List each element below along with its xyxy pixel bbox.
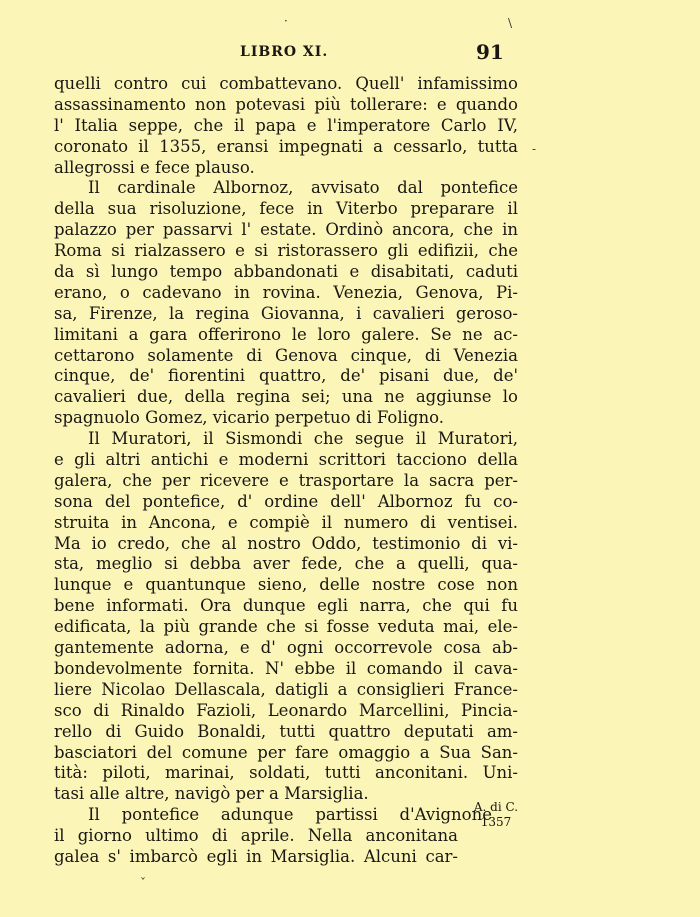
- text-line: Il Muratori, il Sismondi che segue il Muratori,: [88, 429, 518, 449]
- margin-note: [466, 800, 526, 830]
- text-line: tità: piloti, marinai, soldati, tutti anconitani. Uni-: [54, 763, 518, 783]
- speck-mark: ˇ: [140, 876, 146, 890]
- text-line: cettarono solamente di Genova cinque, di Venezia: [54, 345, 518, 365]
- text-line: sta, meglio si debba aver fede, che a quelli, qua-: [54, 554, 518, 574]
- text-line: Il cardinale Albornoz, avvisato dal pontefice: [88, 178, 518, 198]
- body-text: [54, 74, 518, 868]
- text-line: coronato il 1355, eransi impegnati a cessarlo, tutta: [54, 136, 518, 156]
- text-line: Il pontefice adunque partissi d'Avignone: [88, 805, 492, 825]
- speck-mark: \: [508, 16, 513, 30]
- text-line: liere Nicolao Dellascala, datigli a consiglieri France-: [54, 679, 518, 699]
- text-line: l' Italia seppe, che il papa e l'imperatore Carlo IV,: [54, 115, 518, 135]
- running-title: LIBRO XI.: [240, 44, 329, 60]
- text-line: lunque e quantunque sieno, delle nostre cose non: [54, 575, 518, 595]
- text-line: sco di Rinaldo Fazioli, Leonardo Marcellini, Pincia-: [54, 700, 518, 720]
- text-line: della sua risoluzione, fece in Viterbo preparare il: [54, 199, 518, 219]
- text-line: quelli contro cui combattevano. Quell' infamissimo: [54, 74, 518, 93]
- text-line: e gli altri antichi e moderni scrittori tacciono della: [54, 450, 518, 470]
- text-line: sa, Firenze, la regina Giovanna, i cavalieri geroso-: [54, 303, 518, 323]
- text-line: Roma si rialzassero e si ristorassero gli edifizii, che: [54, 241, 518, 261]
- text-line: Ma io credo, che al nostro Oddo, testimonio di vi-: [54, 533, 518, 553]
- margin-note-year: 1357: [480, 815, 512, 829]
- page-number: 91: [476, 40, 504, 64]
- text-line: palazzo per passarvi l' estate. Ordinò ancora, che in: [54, 220, 518, 240]
- text-line: spagnuolo Gomez, vicario perpetuo di Foligno.: [54, 408, 444, 428]
- text-line: gantemente adorna, e d' ogni occorrevole cosa ab-: [54, 638, 518, 658]
- text-line: galera, che per ricevere e trasportare la sacra per-: [54, 470, 518, 490]
- text-line: struita in Ancona, e compiè il numero di ventisei.: [54, 512, 518, 532]
- text-line: rello di Guido Bonaldi, tutti quattro deputati am-: [54, 721, 518, 741]
- margin-note-era: A. di C.: [473, 800, 519, 814]
- text-line: galea s' imbarcò egli in Marsiglia. Alcuni car-: [54, 846, 458, 866]
- text-line: cinque, de' fiorentini quattro, de' pisani due, de': [54, 366, 518, 386]
- text-line: basciatori del comune per fare omaggio a Sua San-: [54, 742, 518, 762]
- page-header: [0, 40, 700, 68]
- text-line: allegrossi e fece plauso.: [54, 157, 255, 177]
- text-line: cavalieri due, della regina sei; una ne aggiunse lo: [54, 387, 518, 407]
- text-line: il giorno ultimo di aprile. Nella anconitana: [54, 826, 458, 846]
- text-line: bene informati. Ora dunque egli narra, che qui fu: [54, 596, 518, 616]
- text-line: assassinamento non potevasi più tollerare: e quando: [54, 94, 518, 114]
- text-line: bondevolmente fornita. N' ebbe il comando il cava-: [54, 658, 518, 678]
- speck-mark: -: [532, 142, 537, 156]
- speck-mark: ·: [284, 14, 288, 28]
- text-line: limitani a gara offerirono le loro galere. Se ne ac-: [54, 324, 518, 344]
- text-line: tasi alle altre, navigò per a Marsiglia.: [54, 784, 369, 804]
- text-line: da sì lungo tempo abbandonati e disabitati, caduti: [54, 262, 518, 282]
- text-line: edificata, la più grande che si fosse veduta mai, ele-: [54, 617, 518, 637]
- text-line: erano, o cadevano in rovina. Venezia, Genova, Pi-: [54, 282, 518, 302]
- text-line: sona del pontefice, d' ordine dell' Albornoz fu co-: [54, 491, 518, 511]
